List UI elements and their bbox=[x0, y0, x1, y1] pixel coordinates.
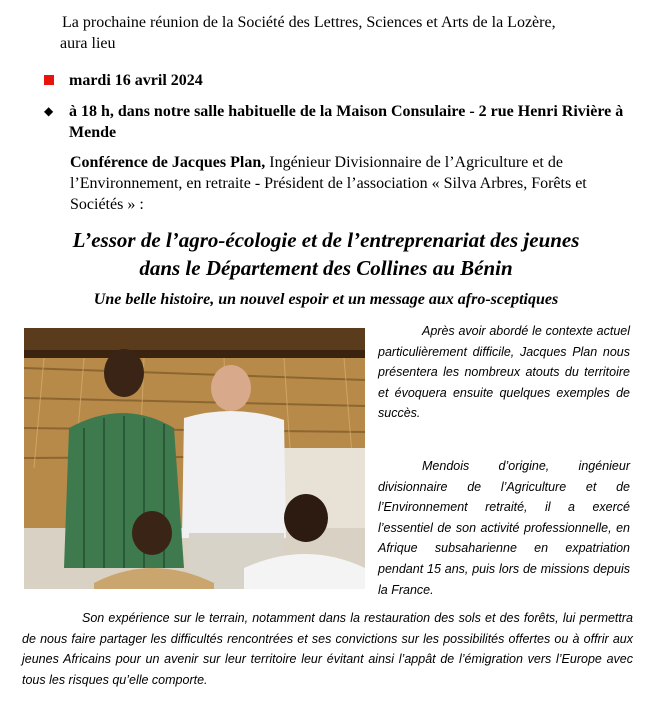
paragraph-experience-text: Son expérience sur le terrain, notamment dans la restauration des sols et des forêts, lui permettra de nous faire partager les difficultés rencontrées et ses convictions sur les possibilités offertes ou à offrir aux jeunes Africains pour un avenir sur leur territoire leur évitant ainsi l’appât de l’émigration vers l’Europe avec tous les risques qu’elle comporte. bbox=[22, 611, 633, 687]
conference-speaker: Conférence de Jacques Plan, bbox=[70, 154, 266, 171]
meeting-date: mardi 16 avril 2024 bbox=[69, 72, 203, 89]
title-line-1: L’essor de l’agro-écologie et de l’entreprenariat des jeunes bbox=[72, 228, 580, 252]
conference-description: Ingénieur Divisionnaire de l’Agriculture et de l’Environnement, en retraite - Président de l’association « Silva Arbres, Forêts et Sociétés » : bbox=[70, 154, 587, 213]
red-square-bullet-icon bbox=[44, 75, 54, 85]
place-bullet bbox=[44, 101, 634, 143]
conference-title bbox=[20, 226, 632, 282]
paragraph-biography-text: Mendois d’origine, ingénieur divisionnaire de l’Agriculture et de l’Environnement retraité, il a exercé l’essentiel de son activité professionnelle, en Afrique subsaharienne en expatriation pendant 15 ans, puis lors de missions depuis la France. bbox=[378, 459, 630, 597]
intro-line-2: aura lieu bbox=[60, 35, 116, 52]
conference-subtitle: Une belle histoire, un nouvel espoir et un message aux afro-sceptiques bbox=[93, 291, 559, 308]
meeting-place: à 18 h, dans notre salle habituelle de la Maison Consulaire - 2 rue Henri Rivière à Mende bbox=[69, 103, 624, 141]
paragraph-experience bbox=[22, 608, 633, 690]
intro-line-1: La prochaine réunion de la Société des Lettres, Sciences et Arts de la Lozère, bbox=[62, 14, 556, 31]
intro-text bbox=[62, 12, 637, 54]
date-bullet bbox=[44, 70, 634, 91]
group-photo bbox=[24, 328, 365, 589]
paragraph-biography bbox=[378, 456, 630, 600]
paragraph-context bbox=[378, 321, 630, 424]
diamond-bullet-icon: ◆ bbox=[44, 104, 54, 118]
title-line-2: dans le Département des Collines au Bénin bbox=[139, 256, 513, 280]
paragraph-context-text: Après avoir abordé le contexte actuel particulièrement difficile, Jacques Plan nous présentera les nombreux atouts du territoire et évoquera ensuite quelques exemples de succès. bbox=[378, 324, 630, 421]
conference-announcement bbox=[70, 152, 636, 215]
